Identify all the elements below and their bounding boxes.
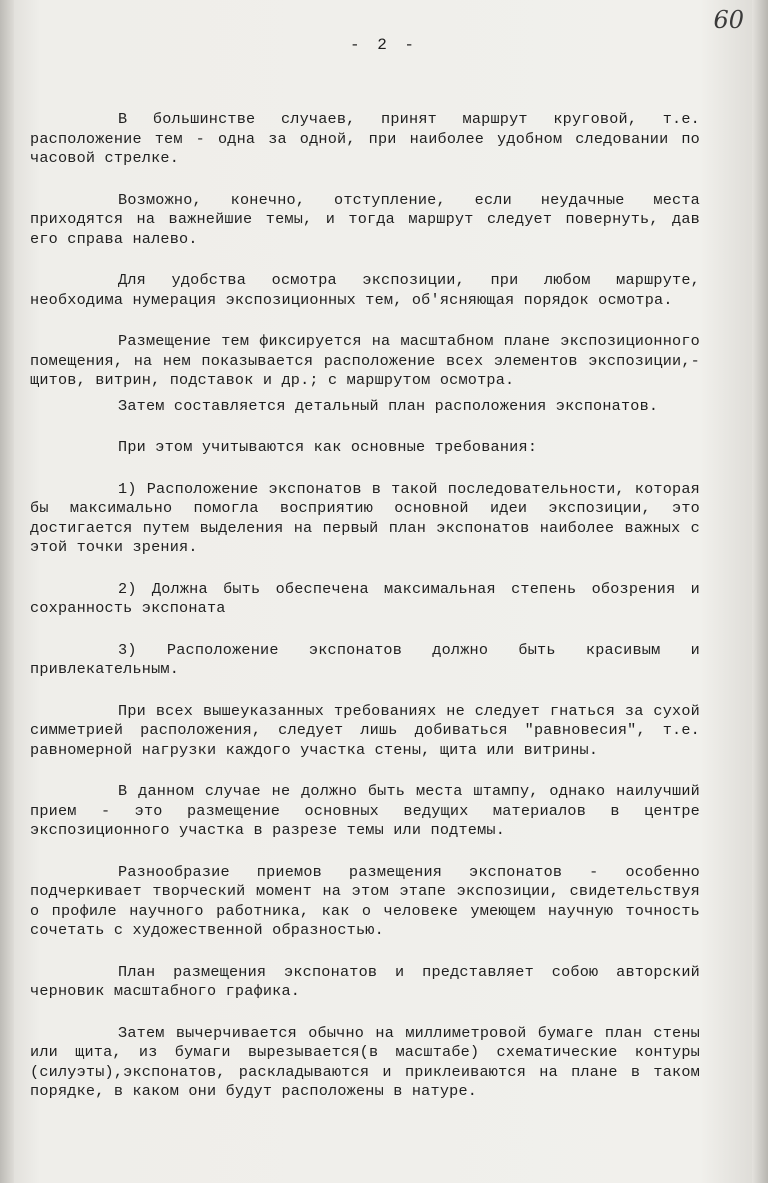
- typed-body-text: [30, 110, 700, 1124]
- requirement-3: 3) Расположение экспонатов должно быть красивым и привлекательным.: [30, 640, 700, 678]
- requirement-1: 1) Расположение экспонатов в такой последовательности, которая бы максимально помогла восприятию основной идеи экспозиции, это достигается путем выделения на первый план экспонатов наиболее важных с этой точки зрения.: [30, 479, 700, 556]
- paragraph-detailed-plan: Затем составляется детальный план расположения экспонатов.: [118, 396, 659, 415]
- paragraph-requirements-intro: При этом учитываются как основные требования:: [118, 438, 538, 456]
- paragraph-deviation: Возможно, конечно, отступление, если неудачные места приходятся на важнейшие темы, и тогда маршрут следует повернуть, дав его справа налево.: [30, 190, 700, 248]
- requirement-2: 2) Должна быть обеспечена максимальная степень обозрения и сохранность экспоната: [30, 579, 700, 617]
- paragraph-route: В большинстве случаев, принят маршрут круговой, т.е. расположение тем - одна за одной, при наиболее удобном следовании по часовой стрелке.: [30, 110, 700, 167]
- paragraph-scale-plan: Размещение тем фиксируется на масштабном плане экспозиционного помещения, на нем показывается расположение всех элементов экспозиции,- щитов, витрин, подставок и др.; с маршрутом осмотра.: [30, 332, 700, 389]
- page-left-edge: [0, 0, 14, 1183]
- paragraph-variety: Разнообразие приемов размещения экспонатов - особенно подчеркивает творческий момент на этом этапе экспозиции, свидетельствуя о профиле научного работника, как о человеке умеющем научную точность сочетать с художественной образностью.: [30, 862, 700, 939]
- page-right-edge: [752, 0, 768, 1183]
- paragraph-symmetry: При всех вышеуказанных требованиях не следует гнаться за сухой симметрией расположения, следует лишь добиваться "равновесия", т.е. равномерной нагрузки каждого участка стены, щита или витрины.: [30, 701, 700, 759]
- page-number: - 2 -: [349, 36, 418, 54]
- paragraph-draft: План размещения экспонатов и представляет собою авторский черновик масштабного графика.: [30, 962, 700, 1000]
- paragraph-no-stamp: В данном случае не должно быть места штампу, однако наилучший прием - это размещение основных ведущих материалов в центре экспозиционного участка в разрезе темы или подтемы.: [30, 782, 700, 839]
- paragraph-drawing: Затем вычерчивается обычно на миллиметровой бумаге план стены или щита, из бумаги вырезывается(в масштабе) схематические контуры (силуэты),экспонатов, раскладываются и приклеиваются на плане в таком порядке, в каком они будут расположены в натуре.: [30, 1023, 700, 1100]
- handwritten-folio-number: 60: [713, 6, 744, 34]
- paragraph-numbering: Для удобства осмотра экспозиции, при любом маршруте, необходима нумерация экспозиционных тем, об'ясняющая порядок осмотра.: [30, 271, 700, 309]
